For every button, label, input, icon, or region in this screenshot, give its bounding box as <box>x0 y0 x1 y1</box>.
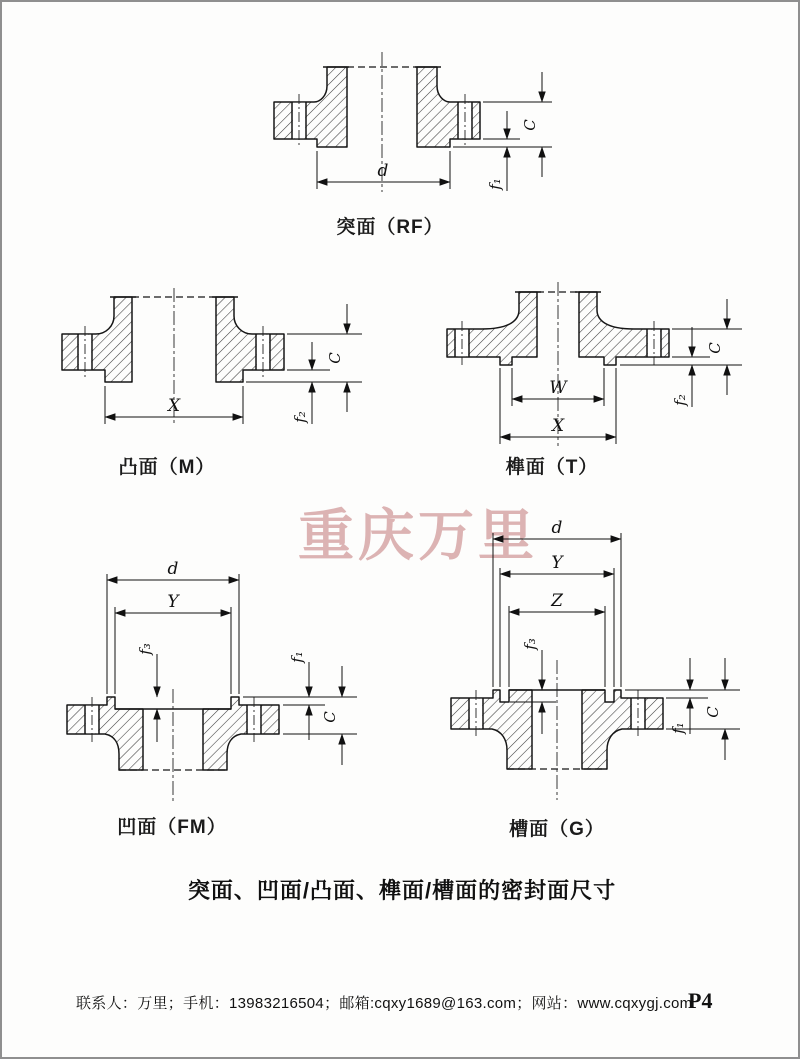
m-dim-face-label: f₂ <box>291 411 309 423</box>
main-caption: 突面、凹面/凸面、榫面/槽面的密封面尺寸 <box>187 878 617 903</box>
fm-flange-drawing <box>47 554 377 809</box>
fm-caption: 凹面（FM） <box>117 817 227 838</box>
g-dim-face-label: f₁ <box>669 722 687 734</box>
rf-dim-face-label: f₁ <box>486 178 504 190</box>
m-caption: 凸面（M） <box>118 457 216 478</box>
g-dim-thickness-label: C <box>704 706 722 718</box>
t-dim-face-label: f₂ <box>671 394 689 406</box>
g-right-section <box>582 690 663 769</box>
m-flange-drawing <box>50 284 370 434</box>
m-right-section <box>216 297 284 382</box>
fm-dim-thickness-label: C <box>321 711 339 723</box>
footer-contact: 联系人：万里；手机：13983216504；邮箱:cqxy1689@163.com；网站：www.cqxygj.com <box>76 995 693 1012</box>
rf-left-section <box>274 67 347 147</box>
fm-dim-outer-label: d <box>167 559 179 579</box>
fm-body <box>67 689 279 804</box>
t-dim-thickness-label: C <box>706 342 724 354</box>
watermark: 重庆万里 <box>298 504 538 567</box>
fm-left-section <box>67 697 143 770</box>
rf-dim-width-label: d <box>377 161 389 181</box>
g-dim-outer-label: d <box>551 518 563 538</box>
t-flange-drawing <box>430 264 750 459</box>
t-dim-tongue-inner-label: W <box>549 378 567 398</box>
fm-dim-depth-label: f₃ <box>136 643 154 655</box>
fm-right-section <box>203 697 279 770</box>
fm-dim-face-label: f₁ <box>288 651 306 663</box>
g-dim-depth-label: f₃ <box>521 638 539 650</box>
rf-dim-thickness-label: C <box>521 119 539 131</box>
rf-caption: 突面（RF） <box>336 217 444 238</box>
g-flange-drawing <box>430 500 760 810</box>
g-dim-groove-outer-label: Y <box>551 553 563 573</box>
m-dim-width-label: X <box>167 396 181 416</box>
g-body <box>451 660 663 800</box>
m-left-section <box>62 297 132 382</box>
m-dim-thickness-label: C <box>326 352 344 364</box>
g-dim-groove-inner-label: Z <box>551 591 563 611</box>
t-caption: 榫面（T） <box>505 457 599 478</box>
page-number: P4 <box>688 988 713 1013</box>
g-caption: 槽面（G） <box>509 819 605 840</box>
t-dim-width-label: X <box>551 416 565 436</box>
fm-dim-recess-label: Y <box>167 592 179 612</box>
